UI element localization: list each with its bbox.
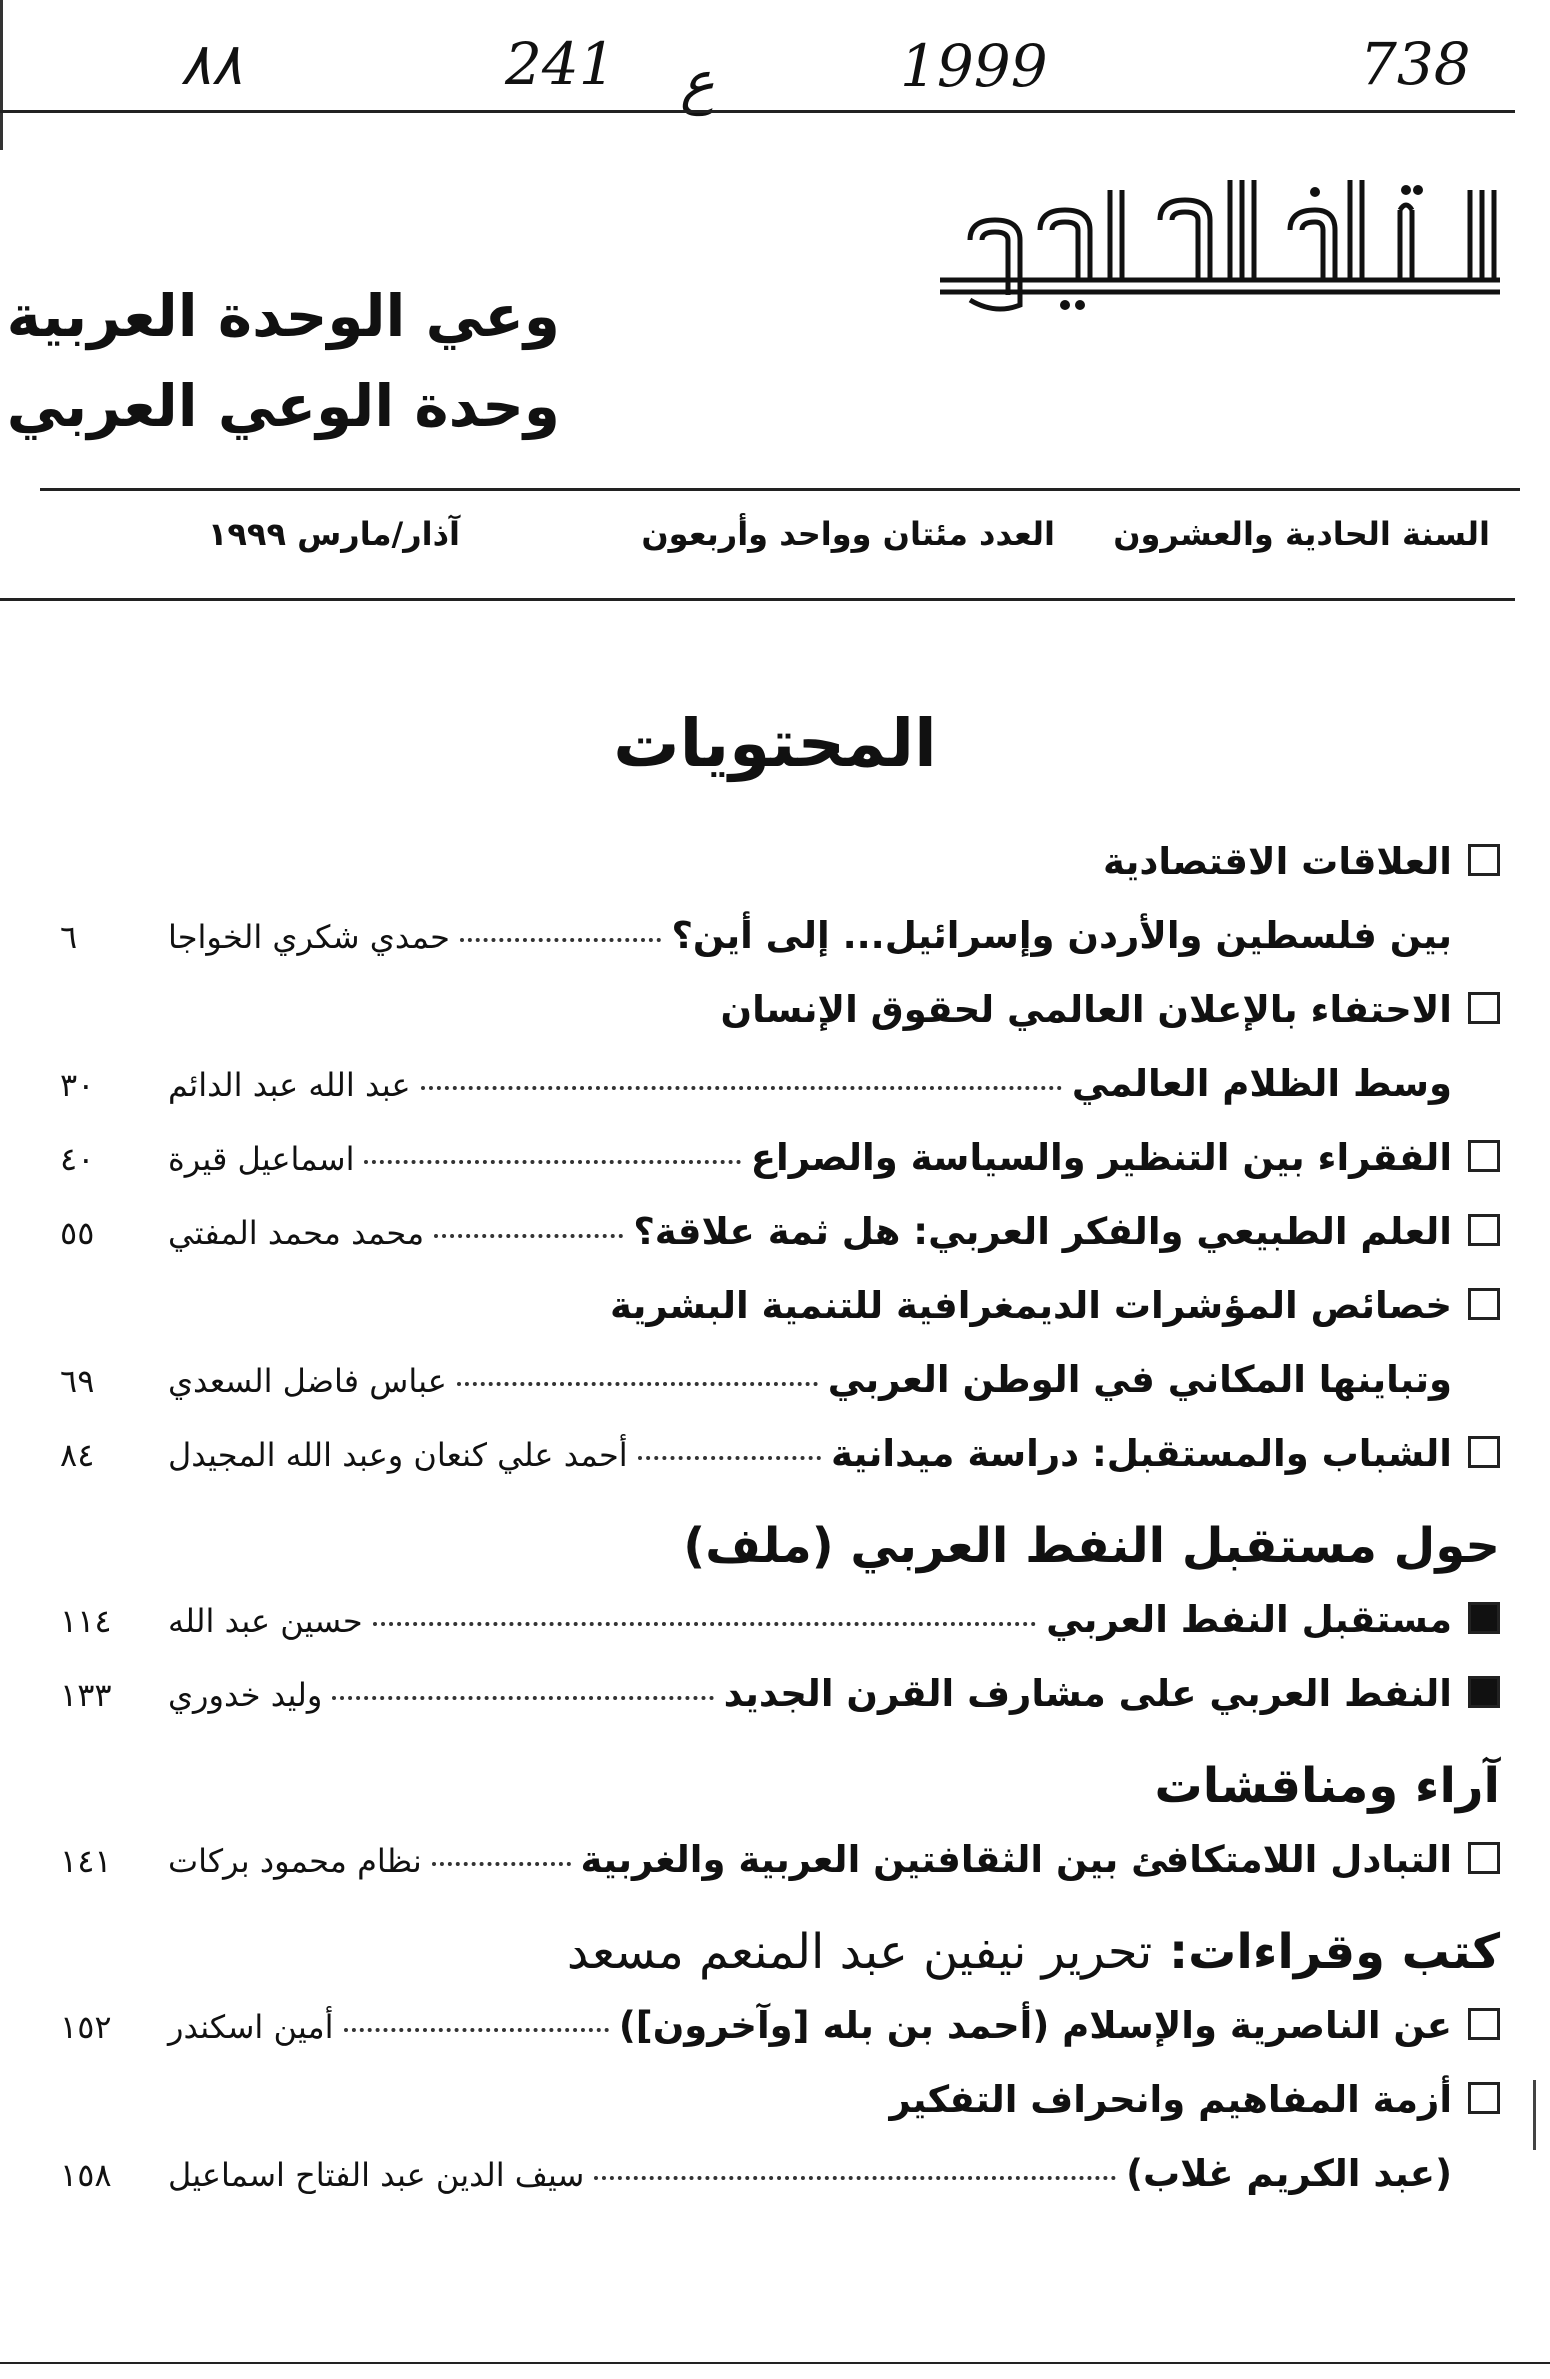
- journal-logo: [930, 170, 1510, 320]
- entry-title: الفقراء بين التنظير والسياسة والصراع: [750, 1136, 1452, 1179]
- toc-entry[interactable]: [60, 1422, 1500, 1496]
- leader-dots: [364, 1160, 740, 1164]
- filled-square-bullet-icon: [1468, 1602, 1500, 1634]
- issue-year: السنة الحادية والعشرون: [1113, 515, 1490, 553]
- entry-author: وليد خدوري: [168, 1676, 323, 1714]
- toc-entry[interactable]: [60, 830, 1500, 904]
- leader-dots: [460, 938, 662, 942]
- entry-author: محمد محمد المفتي: [168, 1214, 425, 1252]
- entry-author: أمين اسكندر: [168, 2008, 334, 2046]
- empty-square-bullet-icon: [1468, 1140, 1500, 1172]
- leader-dots: [432, 1862, 571, 1866]
- issue-info-row: [60, 505, 1490, 575]
- entry-page-number: ٣٠: [60, 1066, 95, 1104]
- entry-page-number: ٤٠: [60, 1140, 95, 1178]
- issue-date: آذار/مارس ١٩٩٩: [207, 515, 460, 553]
- entry-title: عن الناصرية والإسلام (أحمد بن بله [وآخرون]): [618, 2004, 1452, 2047]
- leader-dots: [434, 1234, 623, 1238]
- slogan-line-2: وحدة الوعي العربي: [6, 372, 560, 440]
- toc-entry[interactable]: [60, 1274, 1500, 1348]
- bottom-rule: [0, 2362, 1550, 2364]
- entry-title: وتباينها المكاني في الوطن العربي: [827, 1358, 1452, 1401]
- page-title: المحتويات: [613, 705, 937, 782]
- entry-page-number: ١٥٢: [60, 2008, 112, 2046]
- toc-entry[interactable]: [60, 1662, 1500, 1736]
- section-title: آراء ومناقشات: [1154, 1758, 1500, 1814]
- issue-rule: [0, 598, 1515, 601]
- leader-dots: [638, 1456, 821, 1460]
- slogan-line-1: وعي الوحدة العربية: [6, 282, 560, 350]
- scan-margin-mark: [0, 0, 17, 150]
- entry-author: سيف الدين عبد الفتاح اسماعيل: [168, 2156, 585, 2194]
- empty-square-bullet-icon: [1468, 844, 1500, 876]
- entry-page-number: ١٣٣: [60, 1676, 112, 1714]
- handwritten-letter: ع: [680, 48, 715, 116]
- entry-title: النفط العربي على مشارف القرن الجديد: [723, 1672, 1452, 1715]
- toc-entry[interactable]: [60, 1348, 1500, 1422]
- entry-page-number: ١١٤: [60, 1602, 112, 1640]
- toc-section-heading: [60, 1902, 1500, 1994]
- issue-number: العدد مئتان وواحد وأربعون: [641, 515, 1055, 553]
- entry-page-number: ١٤١: [60, 1842, 112, 1880]
- handwritten-year: 1999: [900, 32, 1048, 100]
- empty-square-bullet-icon: [1468, 2008, 1500, 2040]
- toc-entry[interactable]: [60, 1828, 1500, 1902]
- toc-entry[interactable]: [60, 2142, 1500, 2216]
- entry-title: العلم الطبيعي والفكر العربي: هل ثمة علاقة؟: [633, 1210, 1452, 1253]
- entry-author: اسماعيل قيرة: [168, 1140, 355, 1178]
- empty-square-bullet-icon: [1468, 2082, 1500, 2114]
- entry-author: نظام محمود بركات: [168, 1842, 422, 1880]
- entry-title: الاحتفاء بالإعلان العالمي لحقوق الإنسان: [720, 988, 1452, 1031]
- toc-section-heading: [60, 1496, 1500, 1588]
- entry-title: (عبد الكريم غلاب): [1126, 2152, 1452, 2195]
- leader-dots: [594, 2176, 1116, 2180]
- leader-dots: [344, 2028, 609, 2032]
- empty-square-bullet-icon: [1468, 1214, 1500, 1246]
- handwritten-issue-number: 241: [505, 30, 616, 98]
- toc-entry[interactable]: [60, 978, 1500, 1052]
- entry-author: حمدي شكري الخواجا: [168, 918, 450, 956]
- section-title: حول مستقبل النفط العربي (ملف): [683, 1518, 1500, 1574]
- entry-title: بين فلسطين والأردن وإسرائيل... إلى أين؟: [671, 914, 1452, 957]
- entry-title: أزمة المفاهيم وانحراف التفكير: [889, 2078, 1452, 2121]
- section-editor: تحرير نيفين عبد المنعم مسعد: [566, 1924, 1153, 1980]
- leader-dots: [332, 1696, 713, 1700]
- entry-title: التبادل اللامتكافئ بين الثقافتين العربية والغربية: [580, 1838, 1452, 1881]
- toc-entry[interactable]: [60, 1200, 1500, 1274]
- handwritten-ref: 738: [1360, 30, 1471, 98]
- scan-edge-mark: [1533, 2080, 1536, 2150]
- filled-square-bullet-icon: [1468, 1676, 1500, 1708]
- entry-title: الشباب والمستقبل: دراسة ميدانية: [830, 1432, 1452, 1475]
- top-rule: [0, 110, 1515, 113]
- toc-entry[interactable]: [60, 2068, 1500, 2142]
- entry-page-number: ٦٩: [60, 1362, 95, 1400]
- toc-section-heading: [60, 1736, 1500, 1828]
- toc-entry[interactable]: [60, 904, 1500, 978]
- entry-page-number: ٥٥: [60, 1214, 95, 1252]
- leader-dots: [457, 1382, 818, 1386]
- table-of-contents: [60, 830, 1500, 2216]
- entry-page-number: ٨٤: [60, 1436, 95, 1474]
- empty-square-bullet-icon: [1468, 1842, 1500, 1874]
- entry-page-number: ١٥٨: [60, 2156, 112, 2194]
- entry-title: العلاقات الاقتصادية: [1103, 840, 1452, 883]
- handwritten-code: ٨٨: [180, 30, 243, 98]
- empty-square-bullet-icon: [1468, 1288, 1500, 1320]
- entry-author: أحمد علي كنعان وعبد الله المجيدل: [168, 1436, 628, 1474]
- entry-author: عباس فاضل السعدي: [168, 1362, 447, 1400]
- leader-dots: [421, 1086, 1062, 1090]
- entry-title: خصائص المؤشرات الديمغرافية للتنمية البشرية: [610, 1284, 1452, 1327]
- leader-dots: [373, 1622, 1036, 1626]
- entry-page-number: ٦: [60, 918, 78, 956]
- section-title: كتب وقراءات:: [1168, 1924, 1500, 1980]
- toc-entry[interactable]: [60, 1588, 1500, 1662]
- entry-author: حسين عبد الله: [168, 1602, 363, 1640]
- entry-author: عبد الله عبد الدائم: [168, 1066, 411, 1104]
- empty-square-bullet-icon: [1468, 1436, 1500, 1468]
- toc-entry[interactable]: [60, 1126, 1500, 1200]
- masthead-rule: [40, 488, 1520, 491]
- toc-entry[interactable]: [60, 1052, 1500, 1126]
- toc-entry[interactable]: [60, 1994, 1500, 2068]
- empty-square-bullet-icon: [1468, 992, 1500, 1024]
- entry-title: وسط الظلام العالمي: [1071, 1062, 1452, 1105]
- entry-title: مستقبل النفط العربي: [1046, 1598, 1452, 1641]
